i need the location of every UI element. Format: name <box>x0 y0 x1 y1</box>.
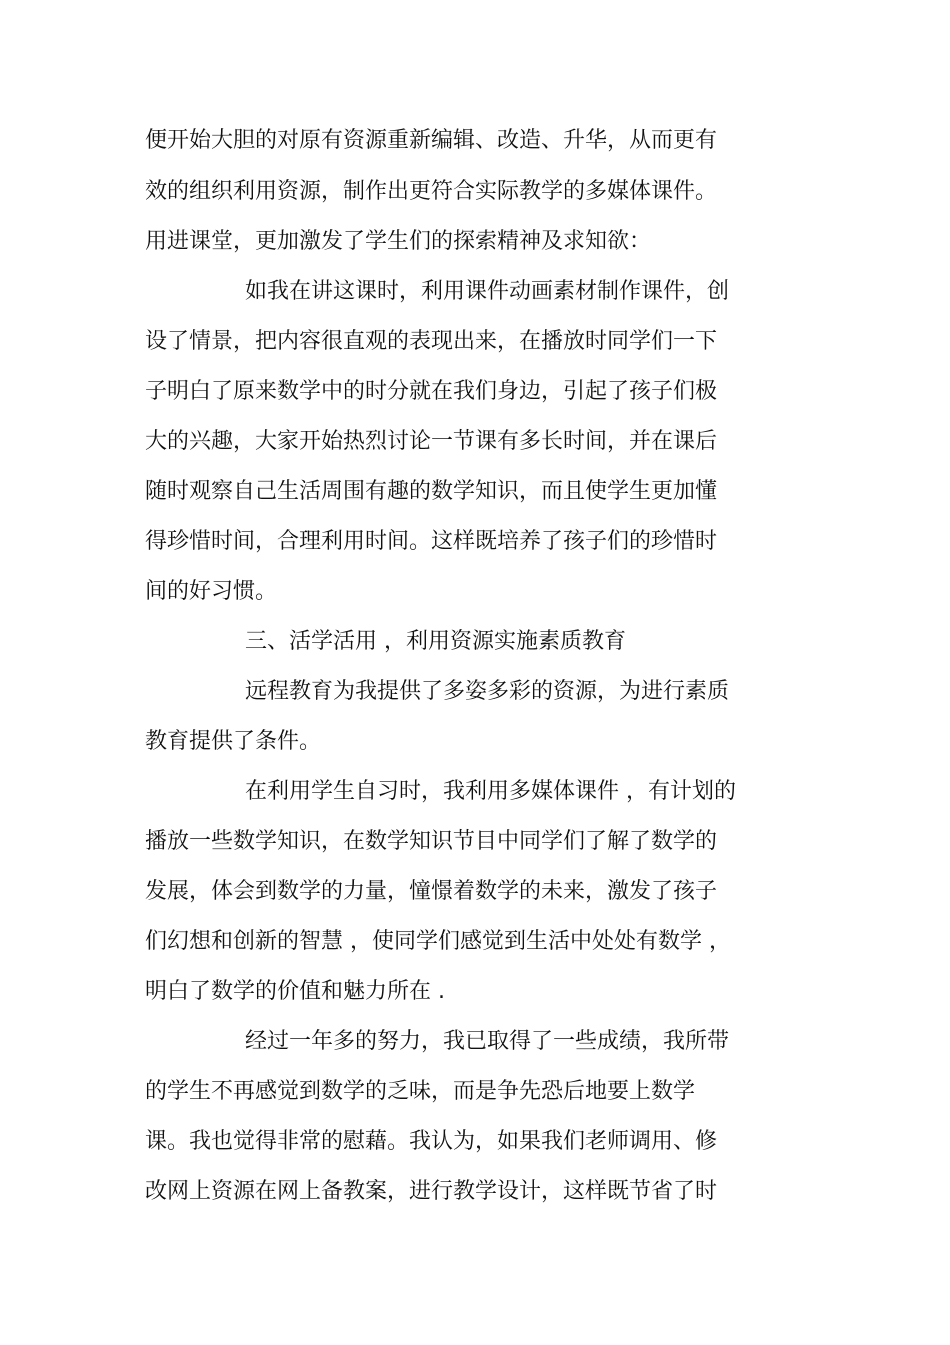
text-line-12: 远程教育为我提供了多姿多彩的资源，为进行素质 <box>245 679 730 704</box>
text-line-13: 教育提供了条件。 <box>145 729 322 754</box>
text-line-9: 得珍惜时间，合理利用时间。这样既培养了孩子们的珍惜时 <box>145 529 718 554</box>
text-line-10: 间的好习惯。 <box>145 579 278 604</box>
text-line-19: 经过一年多的努力，我已取得了一些成绩，我所带 <box>245 1029 730 1054</box>
text-line-6: 子明白了原来数学中的时分就在我们身边，引起了孩子们极 <box>145 379 718 404</box>
text-line-14: 在利用学生自习时，我利用多媒体课件 ，有计划的 <box>245 779 736 804</box>
text-line-8: 随时观察自己生活周围有趣的数学知识，而且使学生更加懂 <box>145 479 718 504</box>
text-line-16: 发展，体会到数学的力量，憧憬着数学的未来，激发了孩子 <box>145 879 718 904</box>
text-line-7: 大的兴趣，大家开始热烈讨论一节课有多长时间，并在课后 <box>145 429 718 454</box>
text-line-22: 改网上资源在网上备教案，进行教学设计，这样既节省了时 <box>145 1179 718 1204</box>
text-line-21: 课。我也觉得非常的慰藉。我认为，如果我们老师调用、修 <box>145 1129 718 1154</box>
text-line-3: 用进课堂，更加激发了学生们的探索精神及求知欲： <box>145 229 652 254</box>
text-line-15: 播放一些数学知识，在数学知识节目中同学们了解了数学的 <box>145 829 718 854</box>
text-line-5: 设了情景，把内容很直观的表现出来，在播放时同学们一下 <box>145 329 718 354</box>
section-heading: 三、活学活用 ，利用资源实施素质教育 <box>245 629 626 654</box>
text-line-18: 明白了数学的价值和魅力所在 . <box>145 979 445 1004</box>
text-line-1: 便开始大胆的对原有资源重新编辑、改造、升华，从而更有 <box>145 128 718 153</box>
text-line-17: 们幻想和创新的智慧 ，使同学们感觉到生活中处处有数学 ， <box>145 929 731 954</box>
text-line-2: 效的组织利用资源，制作出更符合实际教学的多媒体课件。 <box>145 179 718 204</box>
text-line-20: 的学生不再感觉到数学的乏味，而是争先恐后地要上数学 <box>145 1079 696 1104</box>
text-line-4: 如我在讲这课时，利用课件动画素材制作课件，创 <box>245 279 730 304</box>
